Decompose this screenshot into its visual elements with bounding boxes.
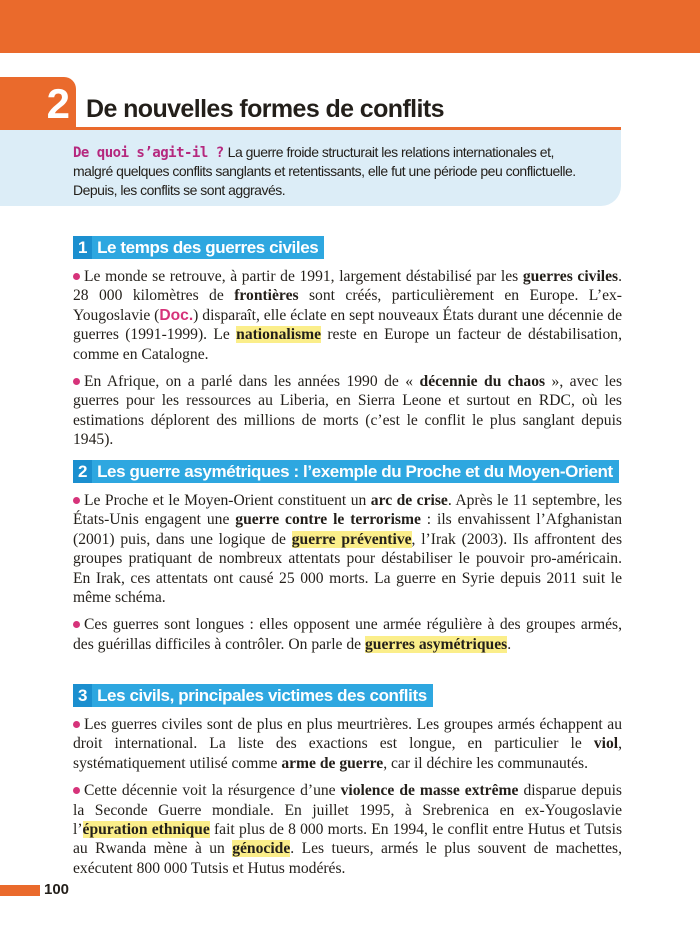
- intro-label: De quoi s’agit-il ?: [73, 145, 224, 161]
- text: .: [507, 635, 512, 653]
- paragraph: [73, 491, 622, 607]
- section-title: Les guerre asymétriques : l’exemple du Proche et du Moyen-Orient: [97, 462, 613, 481]
- bold-term: guerres civiles: [522, 268, 619, 285]
- text: . Les tueurs, armés le plus souvent de machettes, exécutent 800 000 Tutsis et Hutus modérés.: [73, 840, 623, 877]
- highlighted-term: génocide: [232, 840, 291, 858]
- page-number: 100: [44, 881, 70, 898]
- paragraph: [73, 267, 622, 364]
- bold-term: viol: [593, 735, 619, 753]
- intro-box: [0, 130, 621, 206]
- section-heading-3: [73, 684, 433, 707]
- bold-term: frontières: [234, 287, 299, 305]
- section-body: [73, 491, 622, 662]
- section-number: 2: [73, 460, 92, 483]
- section-body: [73, 267, 622, 458]
- bold-term: décennie du chaos: [419, 373, 546, 391]
- highlighted-term: guerre préventive: [291, 530, 412, 548]
- bold-term: arc de crise: [370, 492, 448, 509]
- text: Cette décennie voit la résurgence d’une: [84, 782, 341, 800]
- chapter-title: De nouvelles formes de conflits: [86, 95, 444, 123]
- bold-term: violence de masse extrême: [340, 782, 519, 800]
- bullet-icon: [73, 497, 80, 504]
- text: . Après le 11 septembre, les États-Unis engagent une: [73, 492, 623, 529]
- text: . 28 000 kilomètres de: [73, 268, 623, 305]
- bullet-icon: [73, 787, 80, 794]
- text: ) disparaît, elle éclate en sept nouveaux États durant une décennie de guerres (1991-1999). Le: [73, 306, 622, 344]
- section-number: 3: [73, 684, 92, 707]
- text: : ils envahissent l’Afghanistan (2001) puis, dans une logique de: [73, 511, 622, 548]
- text: Ces guerres sont longues : elles opposent une armée régulière à des groupes armés, des guérillas difficiles à contrôler. On parle de: [73, 616, 622, 653]
- intro-paragraph: [73, 143, 593, 200]
- paragraph: [73, 715, 622, 773]
- bold-term: guerre contre le terrorisme: [235, 511, 421, 529]
- page-number-bar: [0, 885, 40, 896]
- section-heading-2: [73, 460, 619, 483]
- text: disparue depuis la Seconde Guerre mondiale. En juillet 1995, à Srebrenica en ex-Yougoslavie l’: [73, 782, 623, 839]
- intro-text: La guerre froide structurait les relations internationales et, malgré quelques conflits sanglants et retentissants, elle fut une période peu conflictuelle. Depuis, les conflits se sont aggravés.: [73, 144, 576, 198]
- text: , systématiquement utilisé comme: [73, 735, 622, 772]
- chapter-number-tab: [0, 77, 76, 129]
- bullet-icon: [73, 273, 80, 280]
- paragraph: [73, 781, 622, 878]
- text: , car il déchire les communautés.: [383, 754, 589, 772]
- text: sont créés, particulièrement en Europe. L’ex-Yougoslavie (: [73, 287, 622, 324]
- paragraph: [73, 372, 622, 450]
- section-heading-1: [73, 236, 324, 259]
- bold-term: arme de guerre: [281, 754, 384, 772]
- text: reste en Europe un facteur de déstabilisation, comme en Catalogne.: [73, 326, 623, 363]
- bullet-icon: [73, 721, 80, 728]
- text: Les guerres civiles sont de plus en plus meurtrières. Les groupes armés échappent au droit international. La liste des exactions est longue, en particulier le: [73, 716, 622, 753]
- text: », avec les guerres pour les ressources au Liberia, en Sierra Leone et surtout en RDC, où les estimations déplorent des millions de morts (c’est le conflit le plus sanglant depuis 1945).: [73, 373, 623, 449]
- paragraph: [73, 615, 622, 654]
- text: Le monde se retrouve, à partir de 1991, largement déstabilisé par les: [84, 268, 523, 285]
- section-number: 1: [73, 236, 92, 259]
- highlighted-term: guerres asymétriques: [365, 635, 508, 653]
- top-color-band: [0, 0, 700, 53]
- text: fait plus de 8 000 morts. En 1994, le conflit entre Hutus et Tutsis au Rwanda mène à un: [73, 821, 623, 858]
- section-title: Les civils, principales victimes des conflits: [97, 686, 427, 705]
- bullet-icon: [73, 621, 80, 628]
- doc-reference: Doc.: [159, 306, 194, 324]
- text: , l’Irak (2003). Ils affrontent des groupes pratiquant de nombreux attentats pour déstabiliser le pouvoir pro-américain. En Irak, ces attentats ont causé 25 000 morts. La guerre en Syrie depuis 2011 suit le même schéma.: [73, 530, 623, 607]
- section-title: Le temps des guerres civiles: [97, 238, 319, 257]
- highlighted-term: épuration ethnique: [82, 821, 210, 839]
- text: Le Proche et le Moyen-Orient constituent un: [84, 492, 371, 509]
- highlighted-term: nationalisme: [236, 326, 322, 344]
- chapter-number: 2: [46, 80, 70, 127]
- text: En Afrique, on a parlé dans les années 1990 de «: [84, 373, 420, 391]
- section-body: [73, 715, 622, 886]
- bullet-icon: [73, 378, 80, 385]
